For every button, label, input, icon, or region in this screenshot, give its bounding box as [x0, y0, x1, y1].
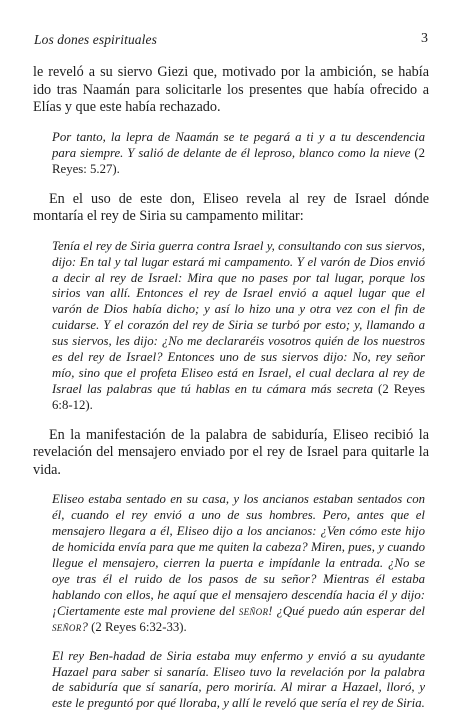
quote-3-small-caps-1: señor: [238, 603, 269, 618]
quote-3-small-caps-2: señor: [52, 619, 82, 634]
page-number: 3: [421, 31, 428, 46]
quote-4-text: El rey Ben-hadad de Siria estaba muy enfermo y envió a su ayudante Hazael para saber si sanaría. Eliseo tuvo la revelación por la palabra de sabiduría que sí sanaría, pero moriría. Al mirar a Hazael, lloró, y este le preguntó por qué lloraba, y allí le reveló que sería el rey de Siria.: [52, 648, 425, 711]
quote-2-reference: (2 Reyes 6:8-12).: [52, 381, 425, 412]
quote-3-text-before: Eliseo estaba sentado en su casa, y los ancianos estaban sentados con él, cuando el rey envió a uno de sus hombres. Pero, antes que el mensajero llegara a él, Eliseo dijo a los ancianos: ¿Ven cómo este hijo de homicida envía para que me quiten la cabeza? Miren, pues, y cuando llegue el mensajero, cierren la puerta e impídanle la entrada. ¿No se oye tras él el ruido de los pasos de su señor? Mientras él estaba hablando con ellos, he aquí que el mensajero descendía hacia él y dijo: ¡Ciertamente este mal proviene del: [52, 492, 425, 618]
quote-3-text-mid: ! ¿Qué puedo aún esperar del: [268, 603, 425, 618]
page-body: [33, 64, 429, 712]
paragraph-3: En la manifestación de la palabra de sabiduría, Eliseo recibió la revelación del mensajero enviado por el rey de Israel para quitarle la vida.: [33, 426, 429, 478]
block-quote-3: [52, 492, 425, 635]
quote-1-reference: (2 Reyes: 5.27).: [52, 145, 425, 176]
paragraph-2: En el uso de este don, Eliseo revela al rey de Israel dónde montaría el rey de Siria su campamento militar:: [33, 190, 429, 225]
paragraph-1: le reveló a su siervo Giezi que, motivado por la ambición, se había ido tras Naamán para solicitarle los presentes que había ofrecido a Elías y que este había rechazado.: [33, 64, 429, 116]
quote-2-text: Tenía el rey de Siria guerra contra Israel y, consultando con sus siervos, dijo: En tal y tal lugar estará mi campamento. Y el varón de Dios envió a decir al rey de Israel: Mira que no pases por tal lugar, porque los sirios van allí. Entonces el rey de Israel envió a aquel lugar que el varón de Dios había dicho; y así lo hizo una y otra vez con el fin de cuidarse. Y el corazón del rey de Siria se turbó por esto; y, llamando a sus siervos, les dijo: ¿No me declararéis vosotros quién de los nuestros es del rey de Israel? Entonces uno de sus siervos dijo: No, rey señor mío, sino que el profeta Eliseo está en Israel, el cual declara al rey de Israel las palabras que tú hablas en tu cámara más secreta: [52, 238, 425, 396]
quote-1-text: Por tanto, la lepra de Naamán se te pegará a ti y a tu descendencia para siempre. Y salió de delante de él leproso, blanco como la nieve: [52, 129, 425, 160]
block-quote-1: [52, 130, 425, 178]
quote-3-reference: (2 Reyes 6:32-33).: [87, 619, 187, 634]
header-title: Los dones espirituales: [34, 32, 157, 47]
block-quote-4: [52, 649, 425, 713]
block-quote-2: [52, 239, 425, 414]
running-header: [34, 32, 428, 50]
quote-3-text-end: ?: [81, 619, 88, 634]
